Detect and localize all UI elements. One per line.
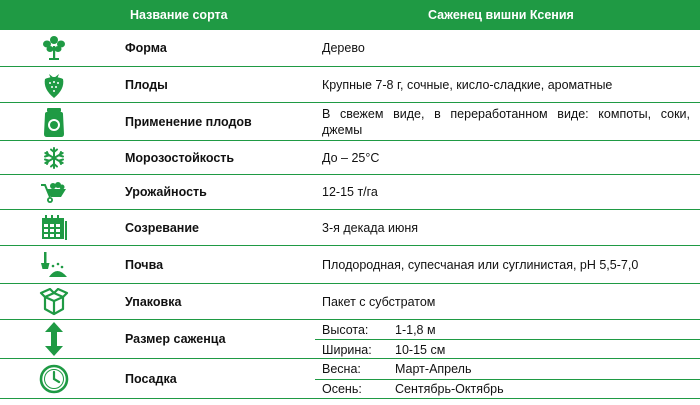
jam-jar-icon (32, 103, 76, 140)
snowflake-icon (32, 141, 76, 174)
box-icon (32, 284, 76, 319)
row-value: До – 25°С (322, 150, 380, 165)
row-value: 3-я декада июня (322, 220, 419, 235)
table-row (0, 30, 700, 67)
row-label: Форма (125, 41, 167, 55)
height-label: Высота: (322, 323, 369, 337)
table-row (0, 67, 700, 103)
table-row (0, 103, 700, 141)
clock-icon (32, 359, 76, 398)
vertical-arrows-icon (32, 320, 76, 358)
header-product-name: Саженец вишни Ксения (428, 8, 574, 22)
row-label: Плоды (125, 77, 168, 92)
row-label: Применение плодов (125, 114, 252, 129)
row-label: Упаковка (125, 294, 182, 309)
sub-divider (315, 379, 700, 380)
header-variety-name: Название сорта (130, 8, 228, 22)
row-value: 12-15 т/га (322, 185, 378, 199)
row-value: В свежем виде, в переработанном виде: компоты, соки, джемы (322, 106, 690, 137)
spring-value: Март-Апрель (395, 362, 472, 376)
row-label: Морозостойкость (125, 150, 235, 165)
row-label: Размер саженца (125, 332, 226, 346)
table-row (0, 141, 700, 175)
wheelbarrow-icon (32, 175, 76, 209)
row-value: Дерево (322, 41, 365, 55)
row-label: Урожайность (125, 185, 207, 199)
height-value: 1-1,8 м (395, 323, 436, 337)
row-value: Пакет с субстратом (322, 294, 436, 309)
row-value: Крупные 7-8 г, сочные, кисло-сладкие, ароматные (322, 77, 613, 92)
autumn-label: Осень: (322, 382, 362, 396)
calendar-icon (32, 210, 76, 245)
spring-label: Весна: (322, 362, 361, 376)
autumn-value: Сентябрь-Октябрь (395, 382, 504, 396)
row-value: Плодородная, супесчаная или суглинистая, рН 5,5-7,0 (322, 257, 639, 272)
table-row (0, 246, 700, 284)
row-label: Посадка (125, 371, 177, 386)
width-value: 10-15 см (395, 343, 446, 357)
table-row (0, 284, 700, 320)
table-row (0, 175, 700, 210)
table-row (0, 320, 700, 359)
row-label: Созревание (125, 220, 199, 235)
strawberry-icon (32, 67, 76, 102)
row-label: Почва (125, 257, 164, 272)
width-label: Ширина: (322, 343, 372, 357)
sub-divider (315, 339, 700, 340)
soil-shovel-icon (32, 246, 76, 283)
table-row (0, 210, 700, 246)
tree-icon (32, 30, 76, 66)
table-header (0, 0, 700, 30)
table-row (0, 359, 700, 399)
